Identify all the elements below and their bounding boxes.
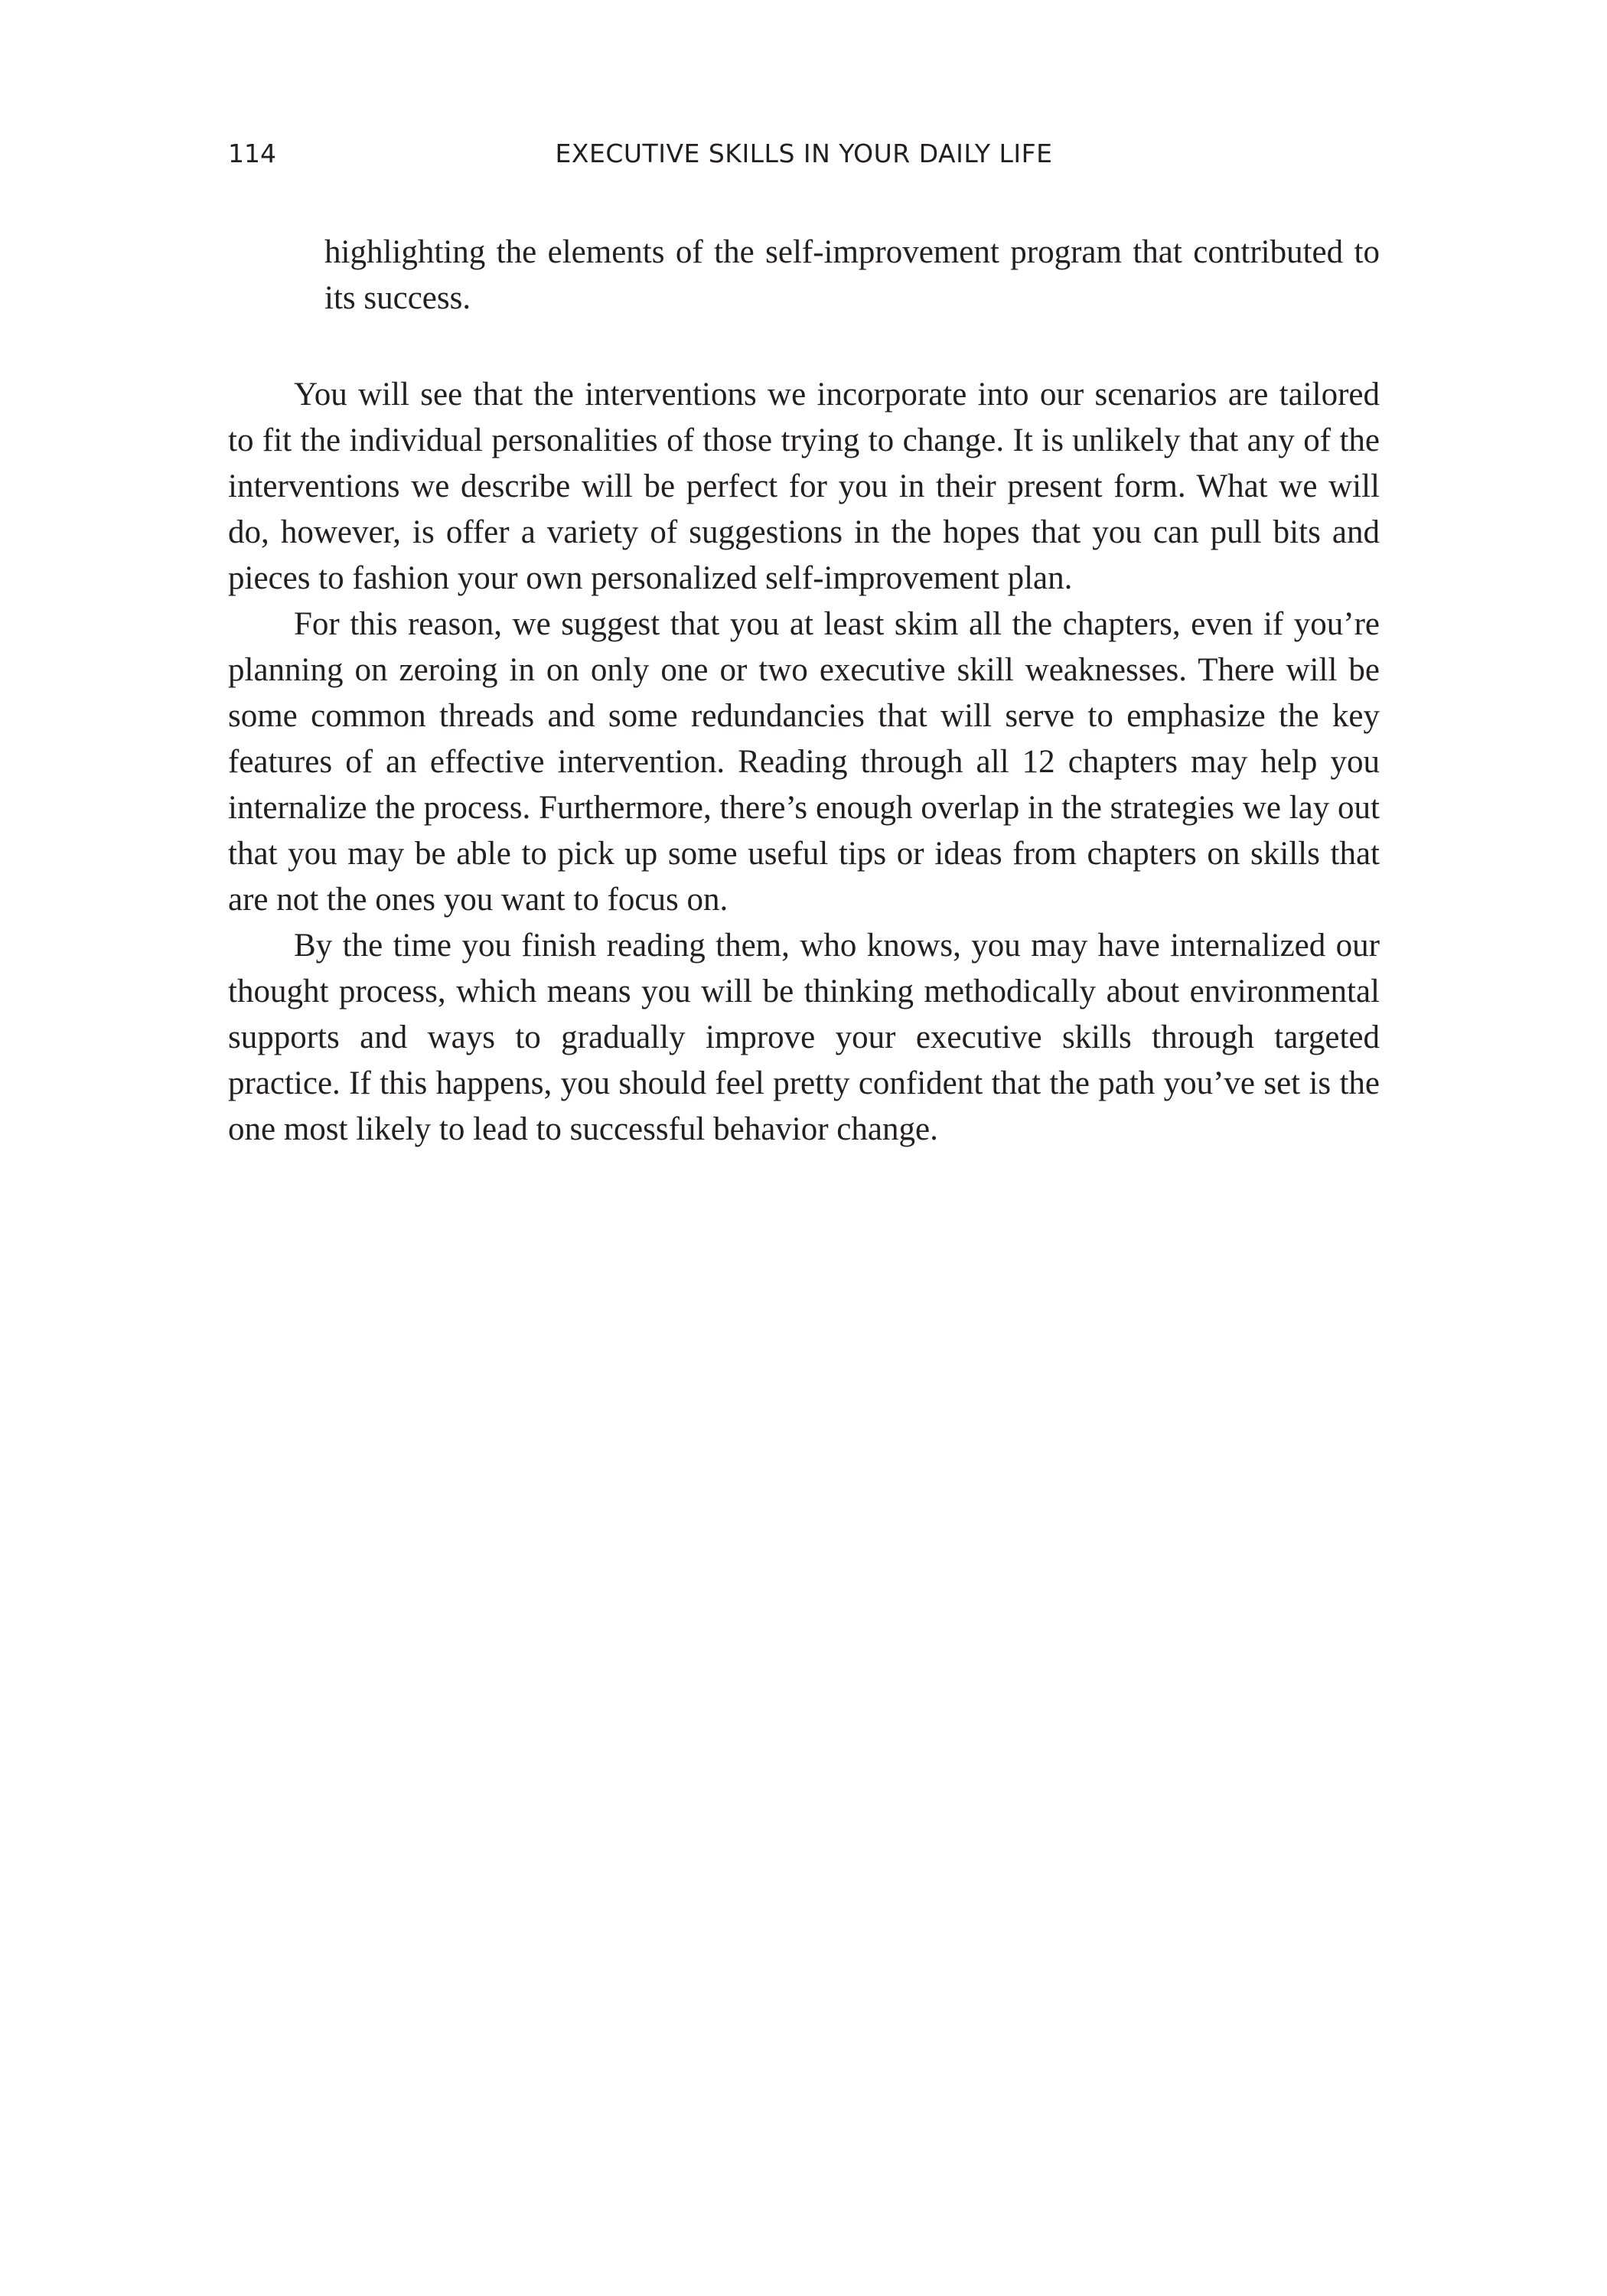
paragraph-2: For this reason, we suggest that you at least skim all the chapters, even if you’re planning on zeroing in on only one or two executive skill weaknesses. There will be some common threads and some redundancies that will serve to emphasize the key features of an effective intervention. Reading through all 12 chapters may help you internalize the process. Furthermore, there’s enough overlap in the strategies we lay out that you may be able to pick up some useful tips or ideas from chapters on skills that are not the ones you want to focus on. xyxy=(228,606,1380,918)
body-text xyxy=(228,230,1380,1153)
page-number: 114 xyxy=(228,139,276,168)
paragraph-1: You will see that the interventions we incorporate into our scenarios are tailored to fit the individual personalities of those trying to change. It is unlikely that any of the interventions we describe will be perfect for you in their present form. What we will do, however, is offer a variety of suggestions in the hopes that you can pull bits and pieces to fashion your own personalized self-improvement plan. xyxy=(228,377,1380,596)
continuation-paragraph: highlighting the elements of the self-improvement program that contributed to its success. xyxy=(324,234,1380,316)
running-title: EXECUTIVE SKILLS IN YOUR DAILY LIFE xyxy=(555,139,1053,168)
running-head xyxy=(228,135,1380,173)
paragraph-3: By the time you finish reading them, who knows, you may have internalized our thought process, which means you will be thinking methodically about environmental supports and ways to gradually improve your executive skills through targeted practice. If this happens, you should feel pretty confident that the path you’ve set is the one most likely to lead to successful behavior change. xyxy=(228,928,1380,1147)
